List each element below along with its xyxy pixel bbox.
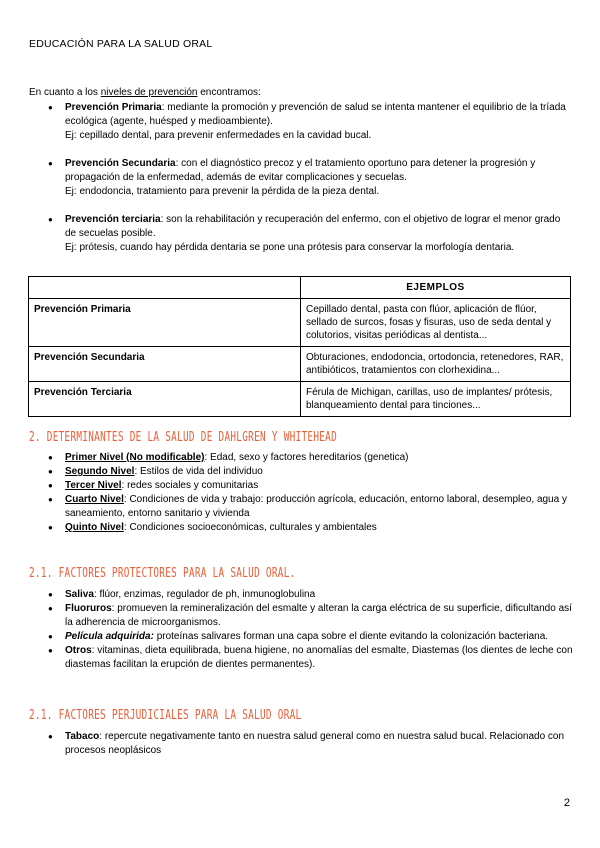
table-row-value: Obturaciones, endodoncia, ortodoncia, retenedores, RAR, antibióticos, tratamientos con clorhexidina...: [301, 347, 571, 382]
intro-underlined: niveles de prevención: [100, 87, 198, 98]
table-row-label: Prevención Terciaria: [29, 382, 301, 417]
prevention-term: Prevención Primaria: [65, 102, 162, 113]
prevention-example: Ej: endodoncia, tratamiento para prevenir la pérdida de la pieza dental.: [65, 186, 380, 197]
prevention-text: : son la rehabilitación y recuperación del enfermo, con el objetivo de lograr el menor grado de secuelas posible.: [65, 214, 561, 239]
table-row: [29, 299, 571, 347]
section-title-perjudiciales: 2.1. FACTORES PERJUDICIALES PARA LA SALUD ORAL: [29, 708, 302, 723]
list-item: [29, 451, 574, 465]
list-item: [29, 493, 574, 521]
table-header-cell: EJEMPLOS: [301, 277, 571, 299]
item-text: proteínas salivares forman una capa sobre el diente evitando la colonización bacteriana.: [153, 631, 549, 642]
examples-table: [28, 276, 571, 417]
page-header: EDUCACIÓN PARA LA SALUD ORAL: [29, 38, 213, 50]
prevention-text: : mediante la promoción y prevención de salud se intenta mantener el equilibrio de la tríada ecológica (agente, huésped y medioambiente).: [65, 102, 566, 127]
prevention-term: Prevención Secundaria: [65, 158, 176, 169]
item-text: : Edad, sexo y factores hereditarios (genetica): [204, 452, 409, 463]
item-term: Segundo Nivel: [65, 466, 135, 477]
determinantes-list: [29, 451, 574, 535]
item-term: Cuarto Nivel: [65, 494, 124, 505]
protectores-list: [29, 588, 574, 672]
item-term: Fluoruros: [65, 603, 112, 614]
prevention-item-primary: [29, 101, 574, 143]
prevention-term: Prevención terciaria: [65, 214, 161, 225]
table-header-empty: [29, 277, 301, 299]
list-item: [29, 730, 574, 758]
table-row-value: Férula de Michigan, carillas, uso de implantes/ prótesis, blanqueamiento dental para tinciones...: [301, 382, 571, 417]
table-row: [29, 347, 571, 382]
list-item: [29, 465, 574, 479]
prevention-item-secondary: [29, 157, 574, 199]
item-text: : promueven la remineralización del esmalte y alteran la carga eléctrica de su superficie, dificultando así la adherencia de microorganismos.: [65, 603, 572, 628]
item-term: Primer Nivel (No modificable): [65, 452, 205, 463]
item-term: Quinto Nivel: [65, 522, 124, 533]
intro-suffix: encontramos:: [197, 87, 261, 98]
prevention-example: Ej: prótesis, cuando hay pérdida dentaria se pone una prótesis para conservar la morfología dentaria.: [65, 242, 515, 253]
table-row-value: Cepillado dental, pasta con flúor, aplicación de flúor, sellado de surcos, fosas y fisuras, uso de seda dental y colutorios, visitas periódicas al dentista...: [301, 299, 571, 347]
list-item: [29, 588, 574, 602]
list-item: [29, 479, 574, 493]
item-term: Película adquirida:: [65, 631, 154, 642]
item-term: Tabaco: [65, 731, 100, 742]
prevention-item-tertiary: [29, 213, 574, 255]
prevention-list: [29, 101, 574, 269]
item-text: : Estilos de vida del individuo: [134, 466, 263, 477]
item-term: Saliva: [65, 589, 94, 600]
table-row: [29, 382, 571, 417]
item-text: : Condiciones de vida y trabajo: producción agrícola, educación, entorno laboral, desempleo, agua y saneamiento, entorno sanitario y vivienda: [65, 494, 567, 519]
table-row-label: Prevención Primaria: [29, 299, 301, 347]
item-text: : flúor, enzimas, regulador de ph, inmunoglobulina: [93, 589, 316, 600]
item-text: : repercute negativamente tanto en nuestra salud general como en nuestra salud bucal. Relacionado con procesos neoplásicos: [65, 731, 565, 756]
intro-line: [29, 87, 261, 98]
list-item: [29, 521, 574, 535]
page-number: 2: [563, 797, 570, 809]
prevention-example: Ej: cepillado dental, para prevenir enfermedades en la cavidad bucal.: [65, 130, 372, 141]
section-title-protectores: 2.1. FACTORES PROTECTORES PARA LA SALUD ORAL.: [29, 566, 296, 581]
item-term: Tercer Nivel: [65, 480, 122, 491]
item-text: : Condiciones socioeconómicas, culturales y ambientales: [123, 522, 377, 533]
table-header-row: [29, 277, 571, 299]
list-item: [29, 644, 574, 672]
section-title-determinantes: 2. DETERMINANTES DE LA SALUD DE DAHLGREN Y WHITEHEAD: [29, 430, 338, 445]
prevention-text: : con el diagnóstico precoz y el tratamiento oportuno para detener la progresión y propagación de la enfermedad, además de evitar complicaciones y secuelas.: [65, 158, 536, 183]
list-item: [29, 602, 574, 630]
item-text: : redes sociales y comunitarias: [121, 480, 259, 491]
perjudiciales-list: [29, 730, 574, 758]
item-term: Otros: [65, 645, 92, 656]
item-text: : vitaminas, dieta equilibrada, buena higiene, no anomalías del esmalte, Diastemas (los dientes de leche con diastemas facilitan la erupción de dientes permanentes).: [65, 645, 573, 670]
list-item: [29, 630, 574, 644]
intro-prefix: En cuanto a los: [29, 87, 101, 98]
table-row-label: Prevención Secundaria: [29, 347, 301, 382]
